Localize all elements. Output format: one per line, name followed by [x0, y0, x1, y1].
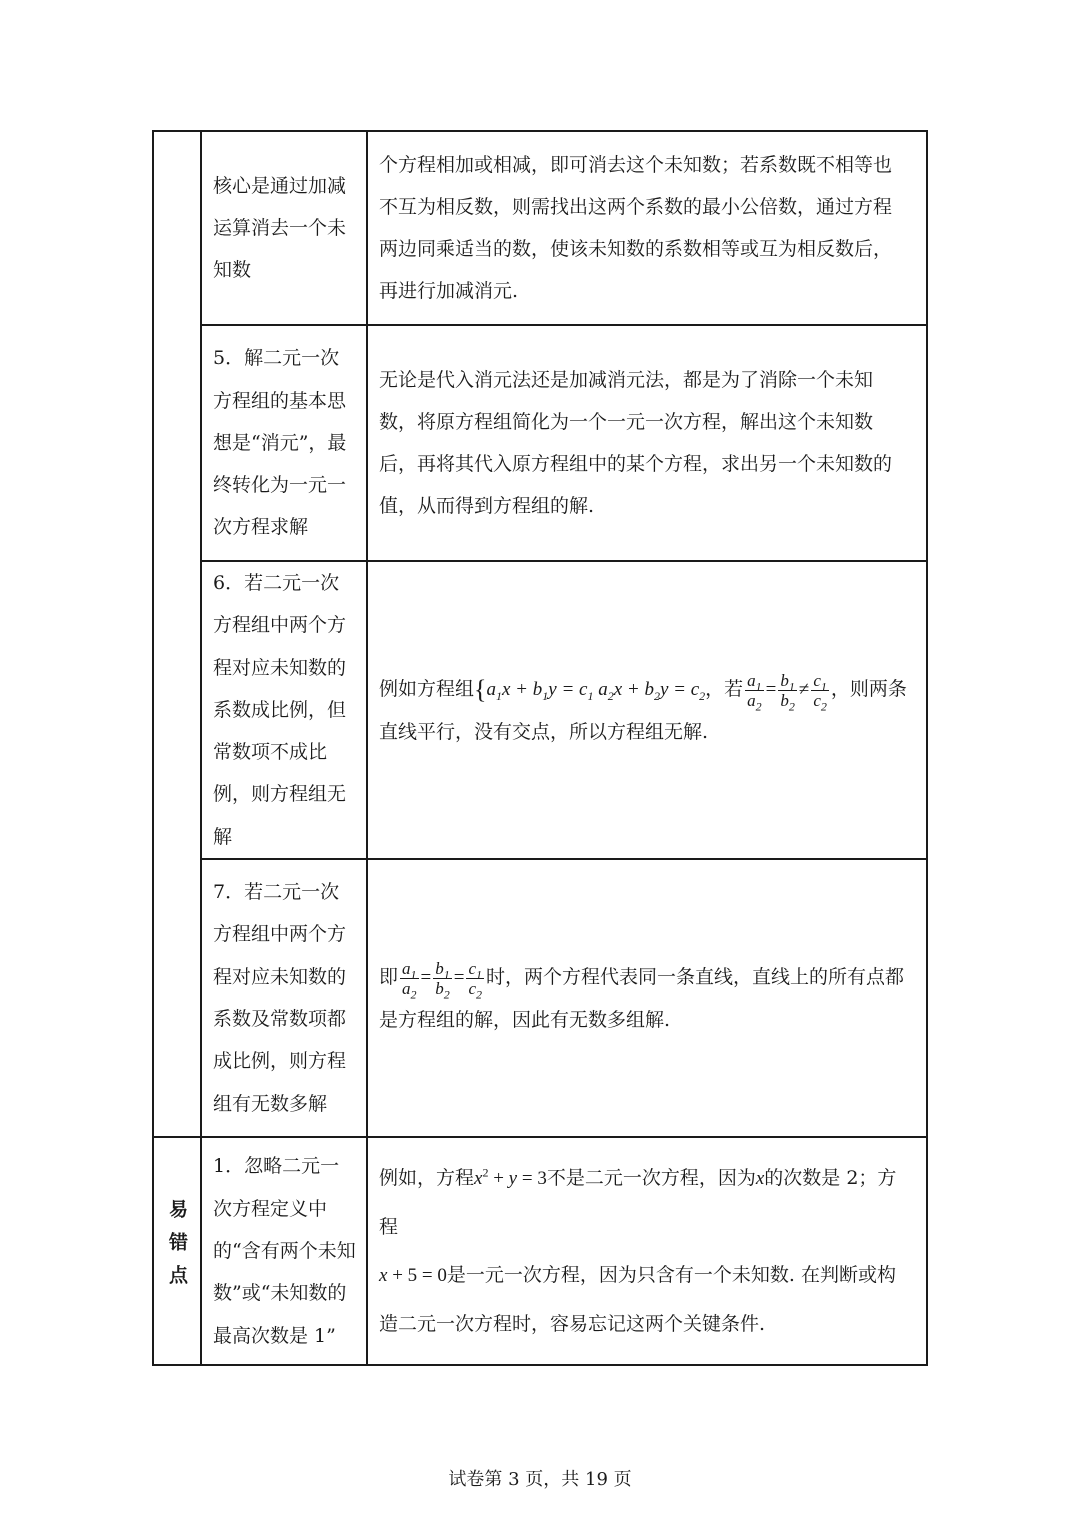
table-row — [153, 131, 927, 325]
category-label: 易错点 — [166, 1199, 188, 1299]
point-cell — [201, 1137, 367, 1365]
point-text: 核心是通过加减运算消去一个未知数 — [213, 174, 347, 282]
equation-linear: x + 5 = 0 — [379, 1265, 447, 1287]
desc-text-part: 时，两个方程代表同一条直线，直线上的所有点都是方程组的解，因此有无数多组解. — [379, 965, 905, 1031]
desc-text: 个方程相加或相减，即可消去这个未知数；若系数既不相等也不互为相反数，则需找出这两个系数的最小公倍数，通过方程两边同乘适当的数，使该未知数的系数相等或互为相反数后，再进行加减消元. — [379, 154, 893, 302]
desc-cell — [367, 131, 927, 325]
desc-text-part: ，若 — [705, 677, 744, 700]
equation-system: {$a_1x + b_1y = c_1$ $a_2x + b_2y = c_2$ — [474, 674, 706, 704]
ratio-formula: $\frac{a_1}{a_2}$ = $\frac{b_1}{b_2}$ ≠ $\frac{c_1}{c_2}$ — [747, 670, 827, 714]
desc-text — [368, 1154, 926, 1348]
category-cell-empty — [153, 131, 201, 1137]
desc-text-part: 即 — [379, 965, 399, 988]
page-footer: 试卷第 3 页，共 19 页 — [448, 1469, 632, 1490]
knowledge-table — [152, 130, 928, 1366]
table-row — [153, 561, 927, 859]
table-row — [153, 325, 927, 561]
desc-text — [368, 956, 926, 1041]
desc-text-part: 的次数是 2；方程 — [379, 1167, 897, 1239]
desc-cell — [367, 859, 927, 1137]
desc-cell — [367, 561, 927, 859]
ratio-formula: $\frac{a_1}{a_2}$ = $\frac{b_1}{b_2}$ = $\frac{c_1}{c_2}$ — [402, 958, 482, 1002]
desc-text — [368, 668, 926, 753]
desc-text: 无论是代入消元法还是加减消元法，都是为了消除一个未知数，将原方程组简化为一个一元一次方程，解出这个未知数后，再将其代入原方程组中的某个方程，求出另一个未知数的值，从而得到方程组的解. — [379, 369, 893, 517]
point-cell — [201, 325, 367, 561]
desc-text-part: ，则两条直线平行，没有交点，所以方程组无解. — [379, 677, 907, 743]
point-text: 7．若二元一次方程组中两个方程对应未知数的系数及常数项都成比例，则方程组有无数多解 — [213, 881, 347, 1115]
equation-quadratic: $x^2 + y = 3$ — [474, 1165, 547, 1190]
desc-text-part: 是一元一次方程，因为只含有一个未知数. 在判断或构造二元一次方程时，容易忘记这两个关键条件. — [379, 1264, 896, 1336]
desc-cell — [367, 325, 927, 561]
point-cell — [201, 859, 367, 1137]
point-text: 6．若二元一次方程组中两个方程对应未知数的系数成比例，但常数项不成比例，则方程组无解 — [213, 572, 347, 848]
category-cell — [153, 1137, 201, 1365]
point-cell — [201, 131, 367, 325]
point-text: 1．忽略二元一次方程定义中的“含有两个未知数”或“未知数的最高次数是 1” — [213, 1155, 356, 1347]
desc-cell — [367, 1137, 927, 1365]
table-row — [153, 859, 927, 1137]
variable-x: x — [755, 1168, 765, 1190]
table-row — [153, 1137, 927, 1365]
desc-text-part: 不是二元一次方程，因为 — [546, 1167, 756, 1190]
point-cell — [201, 561, 367, 859]
desc-text-part: 例如方程组 — [379, 677, 475, 700]
point-text: 5．解二元一次方程组的基本思想是“消元”，最终转化为一元一次方程求解 — [213, 347, 347, 539]
desc-text-part: 例如，方程 — [379, 1167, 475, 1190]
